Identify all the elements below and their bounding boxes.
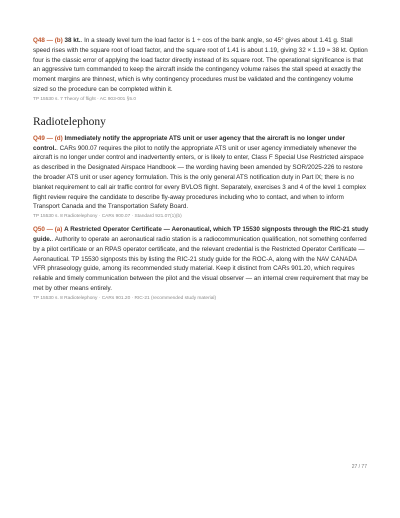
- page-number: 27 / 77: [351, 464, 367, 470]
- reference-line: TP 15530 s. 8 Radiotelephony · CARs 901.20 · RIC-21 (recommended study material): [33, 295, 217, 301]
- answer-explanation: . Authority to operate an aeronautical radio station is a radiocommunication qualification, not something conferred by a pilot certificate or an RPAS operator certificate, and the relevant credential is the Restricted Operator Certificate — Aeronautical. TP 15530 signposts this by listing the RIC-21 study guide for the ROC-A, along with the NAV CANADA VFR phraseology guide, among its recommended study material. Keep it distinct from CARs 901.20, which requires reliable and timely communication between the pilot and the visual observer — an internal crew requirement that may be met by other means entirely.: [33, 235, 369, 292]
- answer-q49: [33, 134, 369, 212]
- question-number: Q50 — (a): [33, 226, 63, 234]
- answer-q50: [33, 225, 369, 294]
- answer-heading: 38 kt.: [64, 37, 81, 44]
- answer-explanation: . In a steady level turn the load factor is 1 ÷ cos of the bank angle, so 45° gives about 1.41 g. Stall speed rises with the square root of load factor, and the square root of 1.41 is about 1.19, giving 32 × 1.19 ≈ 38 kt. Option four is the classic error of applying the load factor directly instead of its square root. The operational significance is that an aggressive turn commanded to keep the aircraft inside the contingency volume raises the stall speed at exactly the moment margins are thinnest, which is why contingency procedures must be validated and the contingency volume sized so the procedure can be completed within it.: [33, 37, 368, 93]
- question-number: Q49 — (d): [33, 134, 63, 142]
- document-page: [33, 36, 369, 302]
- answer-explanation: . CARs 900.07 requires the pilot to notify the appropriate ATS unit or user agency immediately whenever the aircraft is no longer under control and inadvertently enters, or is likely to enter, Class F Special Use Restricted airspace as described in the Designated Airspace Handbook — the wording having been amended by SOR/2025-226 to restore the broader ATS unit or user agency formulation. This is the only general ATS notification duty in Part IX; there is no blanket requirement to call air traffic control for every BVLOS flight. Separately, exercises 3 and 4 of the level 1 complex flight review require the candidate to describe fly-away procedures including who to contact, and when to inform Transport Canada and the Transportation Safety Board.: [33, 144, 366, 211]
- answer-q48: [33, 36, 369, 95]
- reference-line: TP 15530 s. 8 Radiotelephony · CARs 900.07 · Standard 921.07(1)(b): [33, 214, 182, 220]
- answer-heading: A Restricted Operator Certificate — Aeronautical, which TP 15530 signposts through the RIC-21 study guide.: [33, 226, 369, 243]
- reference-line: TP 15530 s. 7 Theory of flight · AC 903-001 §5.0: [33, 96, 137, 102]
- question-number: Q48 — (b): [33, 37, 63, 44]
- section-title: Radiotelephony: [33, 115, 106, 128]
- answer-heading: Immediately notify the appropriate ATS unit or user agency that the aircraft is no longer under control.: [33, 134, 346, 152]
